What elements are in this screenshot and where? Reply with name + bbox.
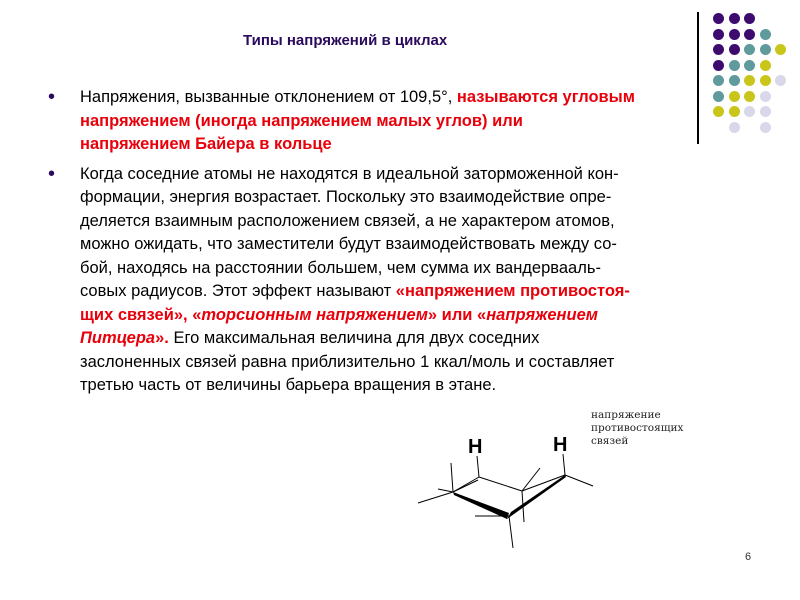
decorative-dot	[744, 60, 755, 71]
text-line	[80, 304, 768, 328]
text-line: бой, находясь на расстоянии большем, чем сумма их вандервааль-	[80, 258, 601, 277]
wedge-bond-left	[453, 492, 509, 519]
wedge-bond-right	[507, 475, 566, 519]
text-emphasis-italic: торсионным напряжением	[201, 305, 428, 324]
bullet-dot-icon: •	[48, 162, 56, 185]
decorative-dot	[729, 13, 740, 24]
slide-title: Типы напряжений в циклах	[243, 32, 448, 49]
decorative-dot	[713, 75, 724, 86]
hydrogen-label-right: H	[553, 434, 568, 456]
bullet-list	[48, 86, 768, 402]
bullet-item-torsional-strain	[48, 163, 768, 398]
decorative-dot	[744, 13, 755, 24]
text-emphasis: щих связей», «	[80, 305, 202, 324]
text-line: формации, энергия возрастает. Поскольку это взаимодействие опре-	[80, 188, 612, 206]
text-line	[80, 280, 768, 304]
text-line: напряжением Байера в кольце	[80, 135, 332, 153]
decorative-dot	[729, 75, 740, 86]
decorative-dot	[760, 29, 771, 40]
text-line: напряжением (иногда напряжением малых углов) или	[80, 111, 523, 130]
text-normal: совых радиусов. Этот эффект называют	[80, 282, 396, 300]
decorative-dot	[729, 44, 740, 55]
text-emphasis: «напряжением противостоя-	[395, 282, 630, 300]
cyclopentane-envelope-diagram	[400, 400, 620, 560]
text-line: деляется взаимным расположением связей, а не характером атомов,	[80, 211, 615, 230]
text-line: Когда соседние атомы не находятся в идеальной заторможенной кон-	[80, 164, 619, 183]
decorative-dot	[713, 13, 724, 24]
bullet-dot-icon: •	[48, 86, 56, 108]
text-line: можно ожидать, что заместители будут взаимодействовать между со-	[80, 235, 617, 253]
caption-line: противостоящих	[591, 422, 684, 434]
hydrogen-label-left: H	[468, 436, 483, 458]
text-normal: Его максимальная величина для двух соседних	[168, 329, 540, 347]
text-emphasis-italic: Питцера	[80, 329, 156, 347]
text-emphasis: » или «	[427, 305, 487, 324]
decorative-dot	[744, 44, 755, 55]
decorative-dot	[713, 29, 724, 40]
text-line: третью часть от величины барьера вращения в этане.	[80, 376, 497, 394]
text-line: заслоненных связей равна приблизительно 1 ккал/моль и составляет	[80, 352, 615, 371]
decorative-dot	[713, 60, 724, 71]
page-number: 6	[745, 551, 752, 563]
decorative-dot	[775, 44, 786, 55]
decorative-dot	[760, 75, 771, 86]
text-line	[80, 86, 768, 110]
caption-line: напряжение	[591, 409, 661, 421]
decorative-dot	[760, 60, 771, 71]
caption-line: связей	[591, 435, 629, 447]
decorative-dot	[713, 44, 724, 55]
text-emphasis-italic: напряжением	[486, 305, 598, 324]
decorative-dot	[729, 29, 740, 40]
bullet-item-angle-strain	[48, 86, 768, 157]
text-emphasis: ».	[155, 329, 169, 347]
text-normal: Напряжения, вызванные отклонением от 109,5°,	[80, 88, 457, 106]
text-line	[80, 327, 768, 351]
decorative-dot	[744, 75, 755, 86]
text-emphasis: называются угловым	[456, 88, 635, 106]
decorative-dot	[760, 44, 771, 55]
decorative-dot	[729, 60, 740, 71]
decorative-dot	[744, 29, 755, 40]
decorative-dot	[775, 75, 786, 86]
